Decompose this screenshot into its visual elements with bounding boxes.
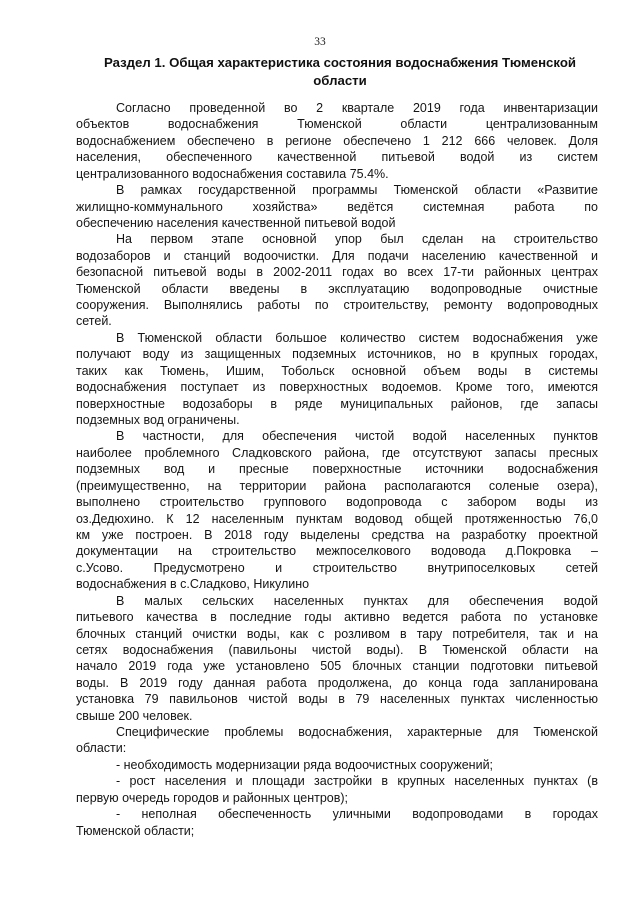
- paragraph-line: таких как Тюмень, Ишим, Тобольск основной объем воды в системы: [76, 363, 598, 378]
- list-item-line: Тюменской области;: [76, 823, 195, 838]
- paragraph-line: наиболее проблемного Сладковского района, где отсутствуют запасы пресных: [76, 445, 598, 460]
- paragraph: [76, 724, 598, 757]
- list-item-line: - необходимость модернизации ряда водоочистных сооружений;: [116, 757, 494, 772]
- list-item: [76, 773, 598, 806]
- paragraph-line: свыше 200 человек.: [76, 708, 193, 723]
- paragraph-line: безопасной питьевой воды в 2002-2011 годах во всех 17-ти районных центрах: [76, 265, 598, 280]
- paragraph: [76, 100, 598, 182]
- paragraph-line: сетях водоснабжения (павильоны чистой воды). В Тюменской области на: [76, 642, 598, 657]
- paragraph-line: документации на строительство межпоселкового водовода д.Покровка –: [76, 544, 598, 559]
- page-number: 33: [314, 36, 326, 48]
- paragraph-line: объектов водоснабжения Тюменской области централизованным: [76, 117, 598, 132]
- paragraph-line: подземных вод и пресные поверхностные источники водоснабжения: [76, 462, 598, 477]
- list-item: [76, 757, 598, 773]
- paragraph-line: населения, обеспеченного качественной питьевой водой из систем: [76, 150, 598, 165]
- paragraph: [76, 330, 598, 429]
- paragraph-line: (преимущественно, на территории района располагаются соленые озера),: [76, 478, 598, 493]
- list-item-line: первую очередь городов и районных центров);: [76, 790, 348, 805]
- paragraph-line: водоснабжением обеспечено в регионе обеспечено 1 212 666 человек. Доля: [76, 133, 598, 148]
- list-item-line: - рост населения и площади застройки в крупных населенных пунктах (в: [116, 774, 598, 789]
- paragraph-line: водоснабжения в с.Сладково, Никулино: [76, 577, 310, 592]
- paragraph-line: установка 79 павильонов чистой воды в 79 населенных пунктах численностью: [76, 692, 598, 707]
- section-title-line: Раздел 1. Общая характеристика состояния водоснабжения Тюменской: [104, 55, 576, 70]
- paragraph-line: На первом этапе основной упор был сделан на строительство: [116, 232, 598, 247]
- paragraph-line: оз.Дедюхино. К 12 населенным пунктам водовод общей протяженностью 76,0: [76, 511, 598, 526]
- paragraph-line: обеспечению населения качественной питьевой водой: [76, 215, 396, 230]
- body-text: [76, 100, 598, 839]
- paragraph: [76, 428, 598, 592]
- paragraph: [76, 182, 598, 231]
- paragraph-line: Тюменской области введены в эксплуатацию водопроводные очистные: [76, 281, 598, 296]
- paragraph-line: питьевого качества в последние годы активно ведется работа по установке: [76, 610, 598, 625]
- paragraph-line: с.Усово. Предусмотрено и строительство внутрипоселковых сетей: [76, 560, 598, 575]
- paragraph-line: выполнено строительство группового водопровода с забором воды из: [76, 495, 598, 510]
- paragraph-line: км уже построен. В 2018 году выделены средства на разработку проектной: [76, 527, 598, 542]
- paragraph-line: поверхностные водозаборы в ряде муниципальных районов, где запасы: [76, 396, 598, 411]
- paragraph-line: получают воду из защищенных подземных источников, но в крупных городах,: [76, 347, 598, 362]
- list-item-line: - неполная обеспеченность уличными водопроводами в городах: [116, 807, 598, 822]
- paragraph-line: централизованного водоснабжения составила 75.4%.: [76, 166, 389, 181]
- paragraph-list: [76, 100, 598, 757]
- paragraph: [76, 593, 598, 724]
- list-item: [76, 806, 598, 839]
- paragraph-line: В рамках государственной программы Тюменской области «Развитие: [116, 183, 598, 198]
- paragraph: [76, 231, 598, 330]
- paragraph-line: начало 2019 года уже установлено 505 блочных станции подготовки питьевой: [76, 659, 598, 674]
- paragraph-line: области:: [76, 741, 127, 756]
- paragraph-line: блочных станций очистки воды, как с розливом в тару потребителя, так и на: [76, 626, 598, 641]
- problem-list: [76, 757, 598, 839]
- paragraph-line: водозаборов и станций водоочистки. Для подачи населению качественной и: [76, 248, 598, 263]
- paragraph-line: жилищно-коммунального хозяйства» ведётся системная работа по: [76, 199, 598, 214]
- paragraph-line: В Тюменской области большое количество систем водоснабжения уже: [116, 330, 598, 345]
- paragraph-line: Согласно проведенной во 2 квартале 2019 года инвентаризации: [116, 101, 598, 115]
- paragraph-line: В частности, для обеспечения чистой водой населенных пунктов: [116, 429, 598, 444]
- paragraph-line: Специфические проблемы водоснабжения, характерные для Тюменской: [116, 725, 598, 740]
- paragraph-line: сооружения. Выполнялись работы по строительству, ремонту водопроводных: [76, 298, 598, 313]
- paragraph-line: подземных вод ограничены.: [76, 413, 240, 428]
- section-title-line: области: [313, 72, 367, 88]
- paragraph-line: водоснабжения поступает из поверхностных водоемов. Кроме того, имеются: [76, 380, 598, 395]
- paragraph-line: В малых сельских населенных пунктах для обеспечения водой: [116, 593, 598, 608]
- section-title: [80, 54, 600, 89]
- paragraph-line: воды. В 2019 году данная работа продолжена, до конца года запланирована: [76, 675, 598, 690]
- paragraph-line: сетей.: [76, 314, 112, 329]
